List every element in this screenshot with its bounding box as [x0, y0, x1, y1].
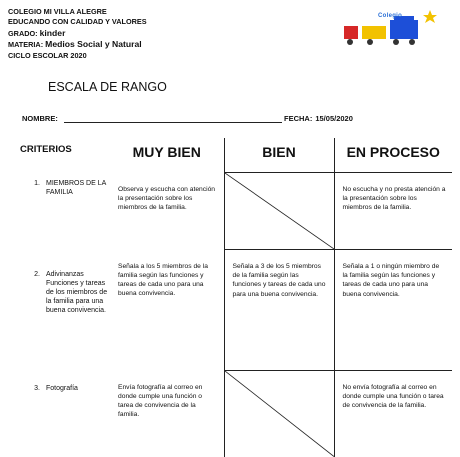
- name-line: [64, 122, 282, 123]
- logo-wheel: [409, 39, 415, 45]
- rubric-table: [18, 138, 452, 457]
- subject-value: Medios Social y Natural: [45, 39, 142, 50]
- logo-block-blue: [390, 20, 418, 39]
- criterion-text: Adivinanzas Funciones y tareas de los miembros de la familia para una buena convivencia.: [46, 270, 108, 315]
- criterion-number: 3.: [34, 384, 40, 392]
- logo-wheel: [393, 39, 399, 45]
- date-label: FECHA:: [284, 114, 313, 123]
- school-header: [8, 7, 147, 61]
- name-label: NOMBRE:: [22, 114, 58, 123]
- logo-wheel: [347, 39, 353, 45]
- bien-cell-empty: [224, 173, 334, 250]
- table-row: [18, 250, 452, 371]
- table-row: [18, 371, 452, 457]
- date-line: [284, 114, 353, 123]
- en-proceso-cell: No escucha y no presta atención a la presentación sobre los miembros de la familia.: [334, 173, 452, 250]
- header-bien: BIEN: [224, 138, 334, 173]
- logo-wheel: [367, 39, 373, 45]
- bien-cell: Señala a 3 de los 5 miembros de la familia según las funciones y tareas de cada uno para una buena convivencia.: [224, 250, 334, 371]
- school-motto: EDUCANDO CON CALIDAD Y VALORES: [8, 17, 147, 27]
- bien-cell-empty: [224, 371, 334, 457]
- criterion-cell: [18, 173, 110, 250]
- logo-text: Colegio: [378, 13, 403, 19]
- grade-label: GRADO:: [8, 28, 38, 38]
- criterion-text: MIEMBROS DE LA FAMILIA: [46, 179, 106, 196]
- criterion-number: 1.: [34, 179, 40, 187]
- criterion-cell: [18, 250, 110, 371]
- logo-block-red: [344, 26, 358, 39]
- table-header-row: [18, 138, 452, 173]
- diagonal-strike: [225, 371, 334, 457]
- criterion-number: 2.: [34, 270, 40, 278]
- en-proceso-cell: Señala a 1 o ningún miembro de la familia según las funciones y tareas de cada uno para una buena convivencia.: [334, 250, 452, 371]
- muy-bien-cell: Señala a los 5 miembros de la familia según las funciones y tareas de cada uno para una buena convivencia.: [118, 262, 208, 298]
- header-muy-bien: MUY BIEN: [132, 144, 201, 160]
- subject-label: MATERIA:: [8, 40, 44, 50]
- logo-block-yellow: [362, 26, 386, 39]
- school-name: COLEGIO MI VILLA ALEGRE: [8, 7, 107, 16]
- criterion-text: Fotografía: [46, 384, 78, 392]
- school-logo: [344, 4, 444, 46]
- page-title: ESCALA DE RANGO: [48, 80, 167, 94]
- muy-bien-cell: Observa y escucha con atención la presentación sobre los miembros de la familia.: [118, 185, 216, 211]
- table-row: [18, 173, 452, 250]
- diagonal-strike: [225, 173, 334, 249]
- logo-star: [423, 10, 437, 23]
- muy-bien-cell: Envía fotografía al correo en donde cumple una función o tarea de convivencia de la familia.: [118, 383, 203, 419]
- header-criterios: CRITERIOS: [20, 144, 72, 155]
- grade-value: kinder: [39, 27, 66, 38]
- grade-line: [8, 28, 147, 39]
- school-cycle: CICLO ESCOLAR 2020: [8, 50, 87, 60]
- subject-line: [8, 39, 147, 50]
- header-en-proceso: EN PROCESO: [334, 138, 452, 173]
- date-value: 15/05/2020: [315, 114, 353, 123]
- en-proceso-cell: No envía fotografía al correo en donde cumple una función o tarea de convivencia de la familia.: [334, 371, 452, 457]
- criterion-cell: [18, 371, 110, 457]
